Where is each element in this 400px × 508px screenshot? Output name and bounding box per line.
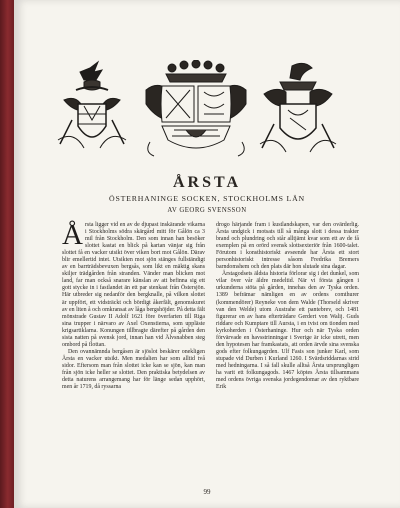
book-binding [0,0,14,508]
left-text-column [62,219,205,391]
paragraph-text: rsta ligger vid en av de djupast inskärande vikarna i Stockholms södra skärgård mitt för Gålön ca 3 mil från Stockholm. Den som innan han besöker slottet kastat en blick på kartan vänjar sig från slottet få en vacker utsikt över viken bort mot Gålön. Därav blir emellertid intet. Utsikten mot sjön stänges fullständigt av en barrträdsbevuxen bergsås, som likt en mäktig skans skiljer trädgården från stranden. Vänder man blicken mot land, far man också snarare känslan av att befinna sig ett gott stycke in i fastlandet än ett par stenkast från Östersjön. Här utbreder sig nedanför den bergknalle, på vilken slottet är uppfört, ett vidsträckt och bördigt åkerfält, genomskuret av en liten å och omkransat av låga bergshöjder. På detta fält mönstrade Gustav II Adolf 1621 före överfarten till Riga sina trupper i närvaro av Axel Oxenstierna, som uppläste krigsartiklarna. Konungen tillbragte därefter på gården den sista natten på svensk jord, innan han vid Älvsnabben steg ombord på flottan. [62,222,205,348]
drop-cap: Å [62,219,83,251]
article-subtitle: ÖSTERHANINGE SOCKEN, STOCKHOLMS LÄN [109,194,305,203]
book-page [14,0,400,508]
right-coat-of-arms [260,63,336,152]
right-text-column [216,222,359,391]
article-author: AV GEORG SVENSSON [167,207,247,214]
coats-of-arms-illustration [54,60,346,160]
paragraph: Den ovannämnda bergåsen är sjöslot beskärer onekligen Årsta en vacker utsikt. Men medalien har som alltid två sidor. Eftersom man från slottet icke kan se sjön, kan man från sjön icke heller se slottet. Den praktiska betydelsen av detta naturens arrangemang har för länge sedan upphört, men år 1719, då ryssarna [62,348,205,391]
paragraph: Årstagodsets äldsta historia förlorar sig i det dunkel, som vilar över vår äldre medeltid. När vi första gången i urkunderna stöta på gården, innehas den av Tyska orden. 1389 befrämar nämligen en av ordens comthurer (kommendörer) Reyneke von dem Walde (Thorseld skriver van den Welde) utom Austrahe ett pantebrev, och 1481 figurerar en av hans efterträdare Gerdert von Walij. Guds riddare och Kumptare till Aursta, i en tvist om tionden med kyrkoherden i Österhaninge. Hur och när Tyska orden förvärvade en havsstrinningar i Sverige är icke utrett, men den hypotesen har framkastats, att orden ärvde sina svenska gods efter folkungagrden. Ulf Fasis son junker Karl, som stupade vid Durben i Kurland 1260. I Svärdsriddarnas strid med hedningarna. I så fall skulle alltså Årsta ursprungligen ha varit ett folkungagods. 1467 köptes Årsta tillsammans med ordens övriga svenska jordegendomar av den ryktbare Erik [216,271,359,391]
page-number: 99 [203,488,211,496]
paragraph [62,219,205,349]
article-title: ÅRSTA [172,174,242,191]
paragraph: drogo härjande fram i kustlandskapen, var den ovärderlig. Årsta undgick i motsats till så många slott i dessa trakter brand och plundring och står alltjämt kvar som ett av de få exemplen på en orörd svensk slottsexteriör från 1600-talet. Förutom i konsthistoriskt avseende har Årsta ett stort personhistoriskt intresse såsom Fredrika Bremers barndomshem och den plats där hon slutade sina dagar. [216,222,359,271]
left-coat-of-arms [58,62,126,148]
center-coat-of-arms [146,60,246,156]
